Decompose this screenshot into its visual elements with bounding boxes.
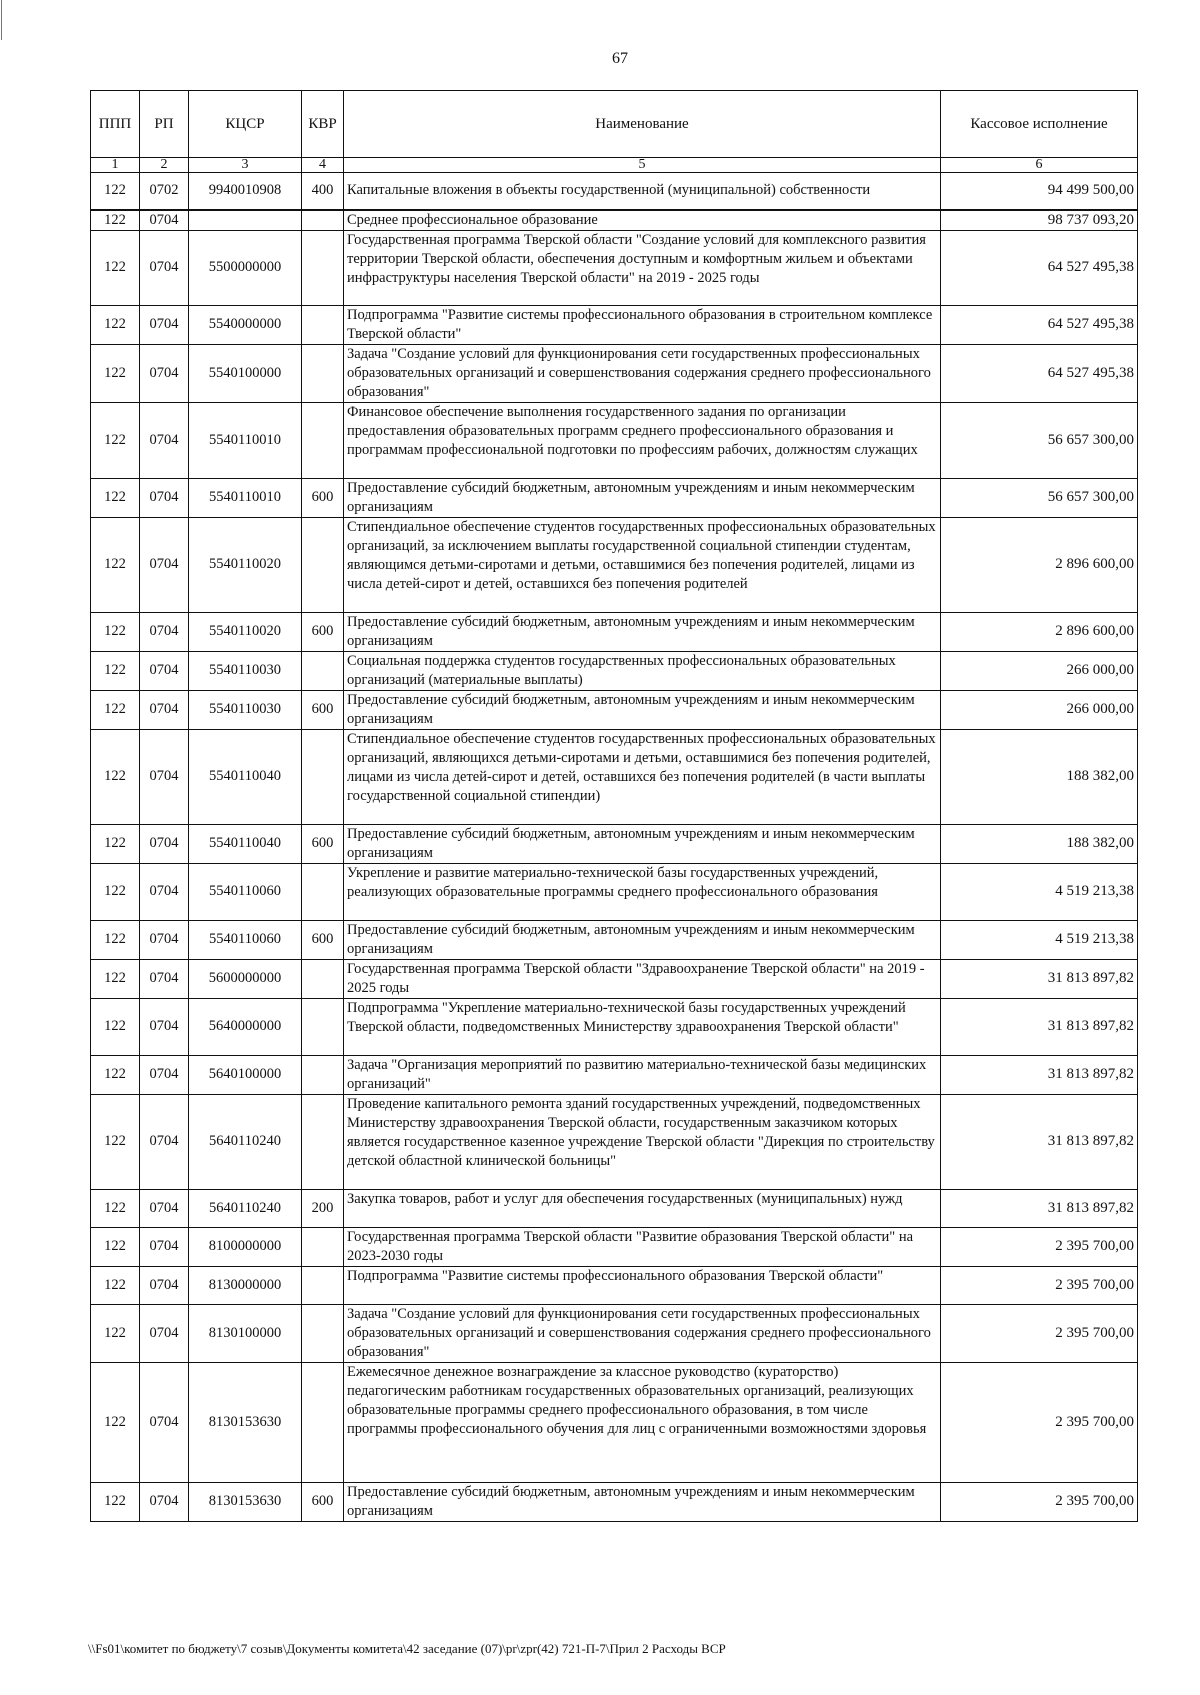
kcsr-cell — [189, 210, 302, 231]
header-amount: Кассовое исполнение — [941, 91, 1138, 158]
table-row — [91, 478, 1138, 517]
table-row — [91, 517, 1138, 612]
kvr-cell: 600 — [302, 612, 344, 651]
rp-cell: 0702 — [140, 173, 189, 210]
rp-cell: 0704 — [140, 1055, 189, 1094]
rp-cell: 0704 — [140, 1482, 189, 1521]
rp-cell: 0704 — [140, 998, 189, 1055]
table-row — [91, 998, 1138, 1055]
rp-cell: 0704 — [140, 651, 189, 690]
kvr-cell — [302, 230, 344, 305]
table-row — [91, 305, 1138, 344]
ppp-cell: 122 — [91, 651, 140, 690]
column-number-row — [91, 158, 1138, 173]
table-row — [91, 173, 1138, 210]
kvr-cell — [302, 305, 344, 344]
kcsr-cell: 5540110020 — [189, 612, 302, 651]
rp-cell: 0704 — [140, 729, 189, 824]
table-body — [91, 173, 1138, 1522]
table-row — [91, 729, 1138, 824]
rp-cell: 0704 — [140, 517, 189, 612]
kvr-cell — [302, 863, 344, 920]
name-cell: Социальная поддержка студентов государственных профессиональных образовательных организаций (материальные выплаты) — [344, 651, 941, 690]
kcsr-cell: 8130000000 — [189, 1266, 302, 1304]
kcsr-cell: 5640110240 — [189, 1189, 302, 1227]
kcsr-cell: 5640110240 — [189, 1094, 302, 1189]
amount-cell: 64 527 495,38 — [941, 305, 1138, 344]
ppp-cell: 122 — [91, 1227, 140, 1266]
amount-cell: 31 813 897,82 — [941, 1094, 1138, 1189]
rp-cell: 0704 — [140, 920, 189, 959]
ppp-cell: 122 — [91, 612, 140, 651]
rp-cell: 0704 — [140, 1362, 189, 1482]
amount-cell: 266 000,00 — [941, 690, 1138, 729]
rp-cell: 0704 — [140, 305, 189, 344]
kvr-cell: 600 — [302, 824, 344, 863]
amount-cell: 31 813 897,82 — [941, 1055, 1138, 1094]
amount-cell: 31 813 897,82 — [941, 998, 1138, 1055]
kcsr-cell: 8100000000 — [189, 1227, 302, 1266]
kcsr-cell: 5540110020 — [189, 517, 302, 612]
name-cell: Задача "Создание условий для функционирования сети государственных профессиональных образовательных организаций и совершенствования содержания среднего профессионального образования" — [344, 344, 941, 402]
kcsr-cell: 5640100000 — [189, 1055, 302, 1094]
amount-cell: 31 813 897,82 — [941, 959, 1138, 998]
kvr-cell — [302, 402, 344, 478]
amount-cell: 2 395 700,00 — [941, 1482, 1138, 1521]
table-row — [91, 230, 1138, 305]
kvr-cell — [302, 651, 344, 690]
kvr-cell — [302, 210, 344, 231]
ppp-cell: 122 — [91, 173, 140, 210]
kcsr-cell: 5540000000 — [189, 305, 302, 344]
rp-cell: 0704 — [140, 210, 189, 231]
rp-cell: 0704 — [140, 959, 189, 998]
rp-cell: 0704 — [140, 344, 189, 402]
kcsr-cell: 8130153630 — [189, 1482, 302, 1521]
ppp-cell: 122 — [91, 344, 140, 402]
rp-cell: 0704 — [140, 1227, 189, 1266]
table-row — [91, 920, 1138, 959]
amount-cell: 64 527 495,38 — [941, 344, 1138, 402]
kcsr-cell: 5640000000 — [189, 998, 302, 1055]
name-cell: Государственная программа Тверской области "Создание условий для комплексного развития территории Тверской области, обеспечения доступным и комфортным жильем и объектами инфраструктуры населения Тверской области" на 2019 - 2025 годы — [344, 230, 941, 305]
ppp-cell: 122 — [91, 824, 140, 863]
rp-cell: 0704 — [140, 402, 189, 478]
ppp-cell: 122 — [91, 1266, 140, 1304]
kcsr-cell: 5540110010 — [189, 402, 302, 478]
table-row — [91, 863, 1138, 920]
kvr-cell: 200 — [302, 1189, 344, 1227]
amount-cell: 2 395 700,00 — [941, 1266, 1138, 1304]
column-number: 1 — [91, 158, 140, 173]
kcsr-cell: 5540110030 — [189, 651, 302, 690]
amount-cell: 2 896 600,00 — [941, 517, 1138, 612]
header-name: Наименование — [344, 91, 941, 158]
kcsr-cell: 5500000000 — [189, 230, 302, 305]
table-row — [91, 1304, 1138, 1362]
table-row — [91, 1094, 1138, 1189]
ppp-cell: 122 — [91, 1055, 140, 1094]
kvr-cell — [302, 998, 344, 1055]
rp-cell: 0704 — [140, 690, 189, 729]
amount-cell: 31 813 897,82 — [941, 1189, 1138, 1227]
header-kcsr: КЦСР — [189, 91, 302, 158]
amount-cell: 64 527 495,38 — [941, 230, 1138, 305]
name-cell: Подпрограмма "Развитие системы профессионального образования Тверской области" — [344, 1266, 941, 1304]
header-ppp: ППП — [91, 91, 140, 158]
column-number: 2 — [140, 158, 189, 173]
page-number: 67 — [612, 50, 628, 67]
table-row — [91, 959, 1138, 998]
name-cell: Предоставление субсидий бюджетным, автономным учреждениям и иным некоммерческим организациям — [344, 478, 941, 517]
ppp-cell: 122 — [91, 920, 140, 959]
amount-cell: 4 519 213,38 — [941, 863, 1138, 920]
table-row — [91, 344, 1138, 402]
name-cell: Подпрограмма "Развитие системы профессионального образования в строительном комплексе Тверской области" — [344, 305, 941, 344]
ppp-cell: 122 — [91, 1189, 140, 1227]
ppp-cell: 122 — [91, 230, 140, 305]
name-cell: Предоставление субсидий бюджетным, автономным учреждениям и иным некоммерческим организациям — [344, 1482, 941, 1521]
name-cell: Предоставление субсидий бюджетным, автономным учреждениям и иным некоммерческим организациям — [344, 920, 941, 959]
kvr-cell: 600 — [302, 1482, 344, 1521]
kvr-cell: 600 — [302, 920, 344, 959]
ppp-cell: 122 — [91, 1304, 140, 1362]
column-number: 3 — [189, 158, 302, 173]
kvr-cell — [302, 1304, 344, 1362]
ppp-cell: 122 — [91, 478, 140, 517]
table-row — [91, 1266, 1138, 1304]
header-rp: РП — [140, 91, 189, 158]
kvr-cell — [302, 1362, 344, 1482]
kvr-cell — [302, 344, 344, 402]
amount-cell: 4 519 213,38 — [941, 920, 1138, 959]
rp-cell: 0704 — [140, 1304, 189, 1362]
name-cell: Предоставление субсидий бюджетным, автономным учреждениям и иным некоммерческим организациям — [344, 690, 941, 729]
amount-cell: 94 499 500,00 — [941, 173, 1138, 210]
table-row — [91, 651, 1138, 690]
kvr-cell — [302, 1266, 344, 1304]
kcsr-cell: 5540110010 — [189, 478, 302, 517]
kcsr-cell: 5540110060 — [189, 863, 302, 920]
amount-cell: 56 657 300,00 — [941, 402, 1138, 478]
kcsr-cell: 8130100000 — [189, 1304, 302, 1362]
ppp-cell: 122 — [91, 1482, 140, 1521]
name-cell: Стипендиальное обеспечение студентов государственных профессиональных образовательных организаций, за исключением выплаты государственной социальной стипендии студентам, являющимся детьми-сиротами и детьми, оставшимися без попечения родителей, лицами из числа детей-сирот и детей, оставшихся без попечения родителей — [344, 517, 941, 612]
kvr-cell — [302, 1227, 344, 1266]
rp-cell: 0704 — [140, 1266, 189, 1304]
ppp-cell: 122 — [91, 959, 140, 998]
column-number: 4 — [302, 158, 344, 173]
kcsr-cell: 5540110040 — [189, 729, 302, 824]
table-row — [91, 824, 1138, 863]
table-row — [91, 1227, 1138, 1266]
kvr-cell — [302, 1055, 344, 1094]
ppp-cell: 122 — [91, 729, 140, 824]
name-cell: Капитальные вложения в объекты государственной (муниципальной) собственности — [344, 173, 941, 210]
ppp-cell: 122 — [91, 1094, 140, 1189]
name-cell: Подпрограмма "Укрепление материально-технической базы государственных учреждений Тверской области, подведомственных Министерству здравоохранения Тверской области" — [344, 998, 941, 1055]
amount-cell: 2 395 700,00 — [941, 1304, 1138, 1362]
name-cell: Укрепление и развитие материально-технической базы государственных учреждений, реализующих образовательные программы среднего профессионального образования — [344, 863, 941, 920]
name-cell: Стипендиальное обеспечение студентов государственных профессиональных образовательных организаций, являющихся детьми-сиротами и детьми, оставшимися без попечения родителей, лицами из числа детей-сирот и детей, оставшихся без попечения родителей (в части выплаты государственной социальной стипендии) — [344, 729, 941, 824]
name-cell: Государственная программа Тверской области "Развитие образования Тверской области" на 2023-2030 годы — [344, 1227, 941, 1266]
rp-cell: 0704 — [140, 478, 189, 517]
kvr-cell: 600 — [302, 478, 344, 517]
name-cell: Закупка товаров, работ и услуг для обеспечения государственных (муниципальных) нужд — [344, 1189, 941, 1227]
ppp-cell: 122 — [91, 517, 140, 612]
kcsr-cell: 5540110040 — [189, 824, 302, 863]
table-row — [91, 1189, 1138, 1227]
ppp-cell: 122 — [91, 210, 140, 231]
kcsr-cell: 5540110060 — [189, 920, 302, 959]
name-cell: Проведение капитального ремонта зданий государственных учреждений, подведомственных Министерству здравоохранения Тверской области, государственным заказчиком которых является государственное казенное учреждение Тверской области "Дирекция по строительству детской областной клинической больницы" — [344, 1094, 941, 1189]
kcsr-cell: 8130153630 — [189, 1362, 302, 1482]
kvr-cell — [302, 517, 344, 612]
name-cell: Предоставление субсидий бюджетным, автономным учреждениям и иным некоммерческим организациям — [344, 612, 941, 651]
kcsr-cell: 9940010908 — [189, 173, 302, 210]
amount-cell: 56 657 300,00 — [941, 478, 1138, 517]
rp-cell: 0704 — [140, 230, 189, 305]
ppp-cell: 122 — [91, 305, 140, 344]
table-row — [91, 210, 1138, 231]
name-cell: Задача "Организация мероприятий по развитию материально-технической базы медицинских организаций" — [344, 1055, 941, 1094]
table-row — [91, 612, 1138, 651]
rp-cell: 0704 — [140, 824, 189, 863]
table-row — [91, 1055, 1138, 1094]
header-kvr: КВР — [302, 91, 344, 158]
rp-cell: 0704 — [140, 1094, 189, 1189]
kvr-cell — [302, 729, 344, 824]
amount-cell: 266 000,00 — [941, 651, 1138, 690]
amount-cell: 2 896 600,00 — [941, 612, 1138, 651]
kcsr-cell: 5600000000 — [189, 959, 302, 998]
name-cell: Финансовое обеспечение выполнения государственного задания по организации предоставления образовательных программ среднего профессионального образования и программам профессиональной подготовки по профессиям рабочих, должностям служащих — [344, 402, 941, 478]
name-cell: Ежемесячное денежное вознаграждение за классное руководство (кураторство) педагогическим работникам государственных образовательных организаций, реализующих образовательные программы среднего профессионального образования, в том числе программы профессионального обучения для лиц с ограниченными возможностями здоровья — [344, 1362, 941, 1482]
name-cell: Государственная программа Тверской области "Здравоохранение Тверской области" на 2019 - 2025 годы — [344, 959, 941, 998]
column-number: 6 — [941, 158, 1138, 173]
kvr-cell — [302, 1094, 344, 1189]
ppp-cell: 122 — [91, 402, 140, 478]
budget-table — [90, 90, 1138, 1522]
table-row — [91, 690, 1138, 729]
name-cell: Среднее профессиональное образование — [344, 210, 941, 231]
name-cell: Предоставление субсидий бюджетным, автономным учреждениям и иным некоммерческим организациям — [344, 824, 941, 863]
table-row — [91, 1482, 1138, 1521]
amount-cell: 2 395 700,00 — [941, 1227, 1138, 1266]
rp-cell: 0704 — [140, 612, 189, 651]
kcsr-cell: 5540100000 — [189, 344, 302, 402]
table-header-row — [91, 91, 1138, 158]
ppp-cell: 122 — [91, 1362, 140, 1482]
table-row — [91, 1362, 1138, 1482]
rp-cell: 0704 — [140, 1189, 189, 1227]
footer-file-path: \\Fs01\комитет по бюджету\7 созыв\Документы комитета\42 заседание (07)\pr\zpr(42) 721-П-7\Прил 2 Расходы ВСР — [88, 1641, 726, 1656]
kvr-cell: 400 — [302, 173, 344, 210]
amount-cell: 188 382,00 — [941, 824, 1138, 863]
scan-margin-line — [1, 0, 2, 40]
table-row — [91, 402, 1138, 478]
ppp-cell: 122 — [91, 998, 140, 1055]
amount-cell: 2 395 700,00 — [941, 1362, 1138, 1482]
ppp-cell: 122 — [91, 863, 140, 920]
column-number: 5 — [344, 158, 941, 173]
kvr-cell: 600 — [302, 690, 344, 729]
kvr-cell — [302, 959, 344, 998]
name-cell: Задача "Создание условий для функционирования сети государственных профессиональных образовательных организаций и совершенствования содержания среднего профессионального образования" — [344, 1304, 941, 1362]
rp-cell: 0704 — [140, 863, 189, 920]
ppp-cell: 122 — [91, 690, 140, 729]
amount-cell: 188 382,00 — [941, 729, 1138, 824]
amount-cell: 98 737 093,20 — [941, 210, 1138, 231]
kcsr-cell: 5540110030 — [189, 690, 302, 729]
